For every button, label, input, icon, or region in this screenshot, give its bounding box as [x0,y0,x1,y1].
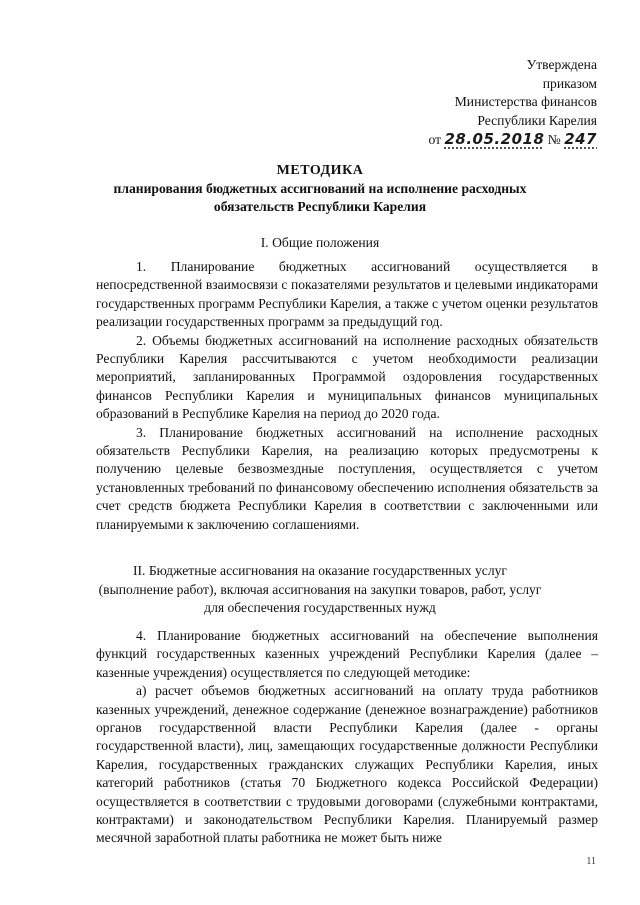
section-2-heading [40,562,600,618]
paragraph-4: 4. Планирование бюджетных ассигнований на обеспечение выполнения функций государственных казенных учреждений Республики Карелия (далее – казенные учреждения) осуществляется по следующей методике: [96,628,598,680]
title-main: МЕТОДИКА [276,163,364,178]
paragraph-2: 2. Объемы бюджетных ассигнований на исполнение расходных обязательств Республики Карелия рассчитываются с учетом необходимости реализации мероприятий, запланированных Программой оздоровления государственных финансов Республики Карелия и муниципальных финансов муниципальных образований в Республике Карелия на период до 2020 года. [96,332,598,422]
section-1-body [96,258,598,534]
section-2-body [96,627,598,848]
section-1-heading: I. Общие положения [260,235,380,250]
paragraph-1: 1. Планирование бюджетных ассигнований осуществляется в непосредственной взаимосвязи с показателями результатов и целевыми индикаторами государственных программ Республики Карелия, а также с учетом оценки результатов реализации государственных программ за предыдущий год. [96,259,598,330]
approval-date-value: 28.05.2018 [444,130,545,149]
page-number: 11 [586,856,596,867]
section-2-heading-line-1: II. Бюджетные ассигнования на оказание государственных услуг [132,563,507,578]
approval-date-prefix: от [428,132,442,148]
document-title [40,162,600,216]
approval-stamp [429,56,597,150]
section-2-heading-line-3: для обеспечения государственных нужд [204,600,436,615]
approval-line-1: Утверждена [526,57,597,72]
approval-number-value: 247 [564,130,597,149]
title-sub-line-1: планирования бюджетных ассигнований на исполнение расходных [113,181,527,196]
paragraph-3: 3. Планирование бюджетных ассигнований на исполнение расходных обязательств Республики Карелия, на реализацию которых предусмотрены к получению целевые безвозмездные поступления, осуществляется с учетом установленных требований по финансовому обеспечению исполнения обязательств за счет средств бюджета Республики Карелия в соответствии с заключенными или планируемыми к заключению соглашениями. [96,424,598,532]
title-sub-line-2: обязательств Республики Карелия [213,199,427,214]
approval-line-3: Министерства финансов [454,94,597,110]
approval-line-4: Республики Карелия [477,112,597,128]
paragraph-4a: а) расчет объемов бюджетных ассигнований на оплату труда работников казенных учреждений, денежное содержание (денежное вознаграждение) работников органов государственной власти Республики Карелия (далее - органы государственной власти), лиц, замещающих государственные должности Республики Карелия, государственных гражданских служащих Республики Карелия, иных категорий работников (статья 70 Бюджетного кодекса Российской Федерации) осуществляется в соответствии с трудовыми договорами (служебными контрактами, контрактами) и законодательством Республики Карелия. Планируемый размер месячной заработной платы работника не может быть ниже [96,683,598,846]
approval-date-line [429,130,597,150]
section-2-heading-line-2: (выполнение работ), включая ассигнования на закупки товаров, работ, услуг [98,581,542,597]
approval-line-2: приказом [542,75,597,91]
approval-number-label: № [547,132,561,148]
